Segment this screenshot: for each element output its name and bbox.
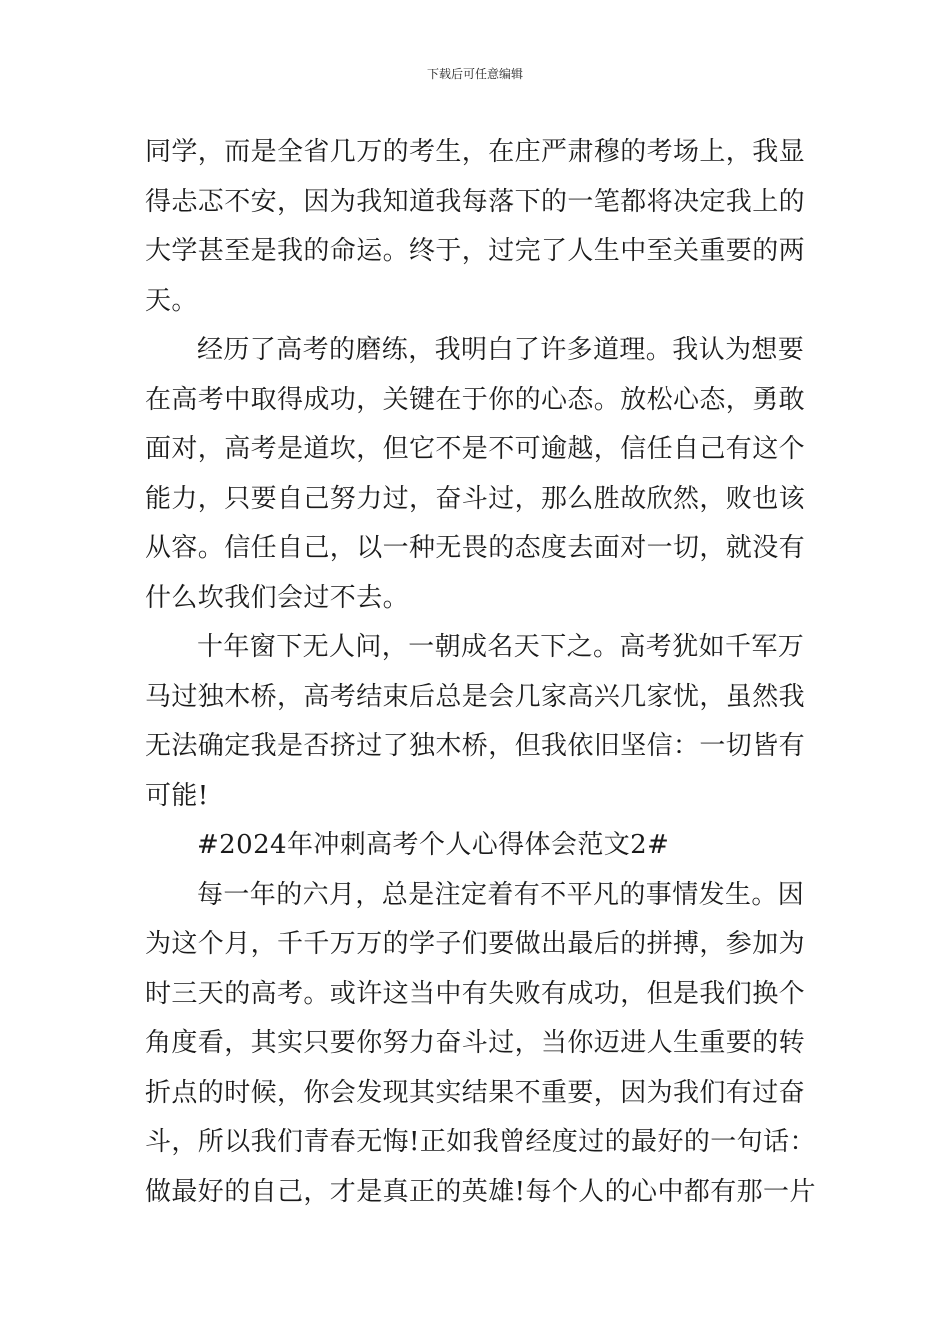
- text-line: 为这个月，千千万万的学子们要做出最后的拼搏，参加为: [145, 929, 806, 959]
- text-line: 折点的时候，你会发现其实结果不重要，因为我们有过奋: [145, 1077, 806, 1108]
- text-line: 大学甚至是我的命运。终于，过完了人生中至关重要的两: [145, 236, 806, 266]
- text-line: 角度看，其实只要你努力奋斗过，当你迈进人生重要的转: [145, 1028, 806, 1058]
- text-line: 天。: [145, 285, 198, 316]
- section-heading: #2024年冲刺高考个人心得体会范文2#: [197, 830, 670, 860]
- text-line: 马过独木桥，高考结束后总是会几家高兴几家忧，虽然我: [145, 681, 806, 712]
- text-line: 做最好的自己，才是真正的英雄!每个人的心中都有那一片: [145, 1176, 816, 1207]
- text-line: 在高考中取得成功，关键在于你的心态。放松心态，勇敢: [145, 384, 806, 415]
- text-line: 能力，只要自己努力过，奋斗过，那么胜故欣然，败也该: [145, 483, 806, 514]
- text-line: 无法确定我是否挤过了独木桥，但我依旧坚信：一切皆有: [145, 731, 806, 761]
- text-line: 什么坎我们会过不去。: [145, 582, 410, 613]
- text-line: 得忐忑不安，因为我知道我每落下的一笔都将决定我上的: [145, 186, 806, 217]
- paragraph-first-line: 经历了高考的磨练，我明白了许多道理。我认为想要: [197, 335, 805, 365]
- text-line: 同学，而是全省几万的考生，在庄严肃穆的考场上，我显: [145, 137, 806, 167]
- text-line: 从容。信任自己，以一种无畏的态度去面对一切，就没有: [145, 533, 806, 563]
- page-header: 下载后可任意编辑: [426, 67, 523, 81]
- paragraph-first-line: 每一年的六月，总是注定着有不平凡的事情发生。因: [197, 879, 805, 910]
- text-line: 面对，高考是道坎，但它不是不可逾越，信任自己有这个: [145, 434, 806, 464]
- text-line: 可能!: [145, 780, 209, 811]
- text-line: 时三天的高考。或许这当中有失败有成功，但是我们换个: [145, 978, 806, 1009]
- document-body: [145, 128, 816, 1217]
- paragraph-first-line: 十年窗下无人问，一朝成名天下之。高考犹如千军万: [197, 632, 805, 662]
- text-line: 斗，所以我们青春无悔!正如我曾经度过的最好的一句话：: [145, 1127, 816, 1157]
